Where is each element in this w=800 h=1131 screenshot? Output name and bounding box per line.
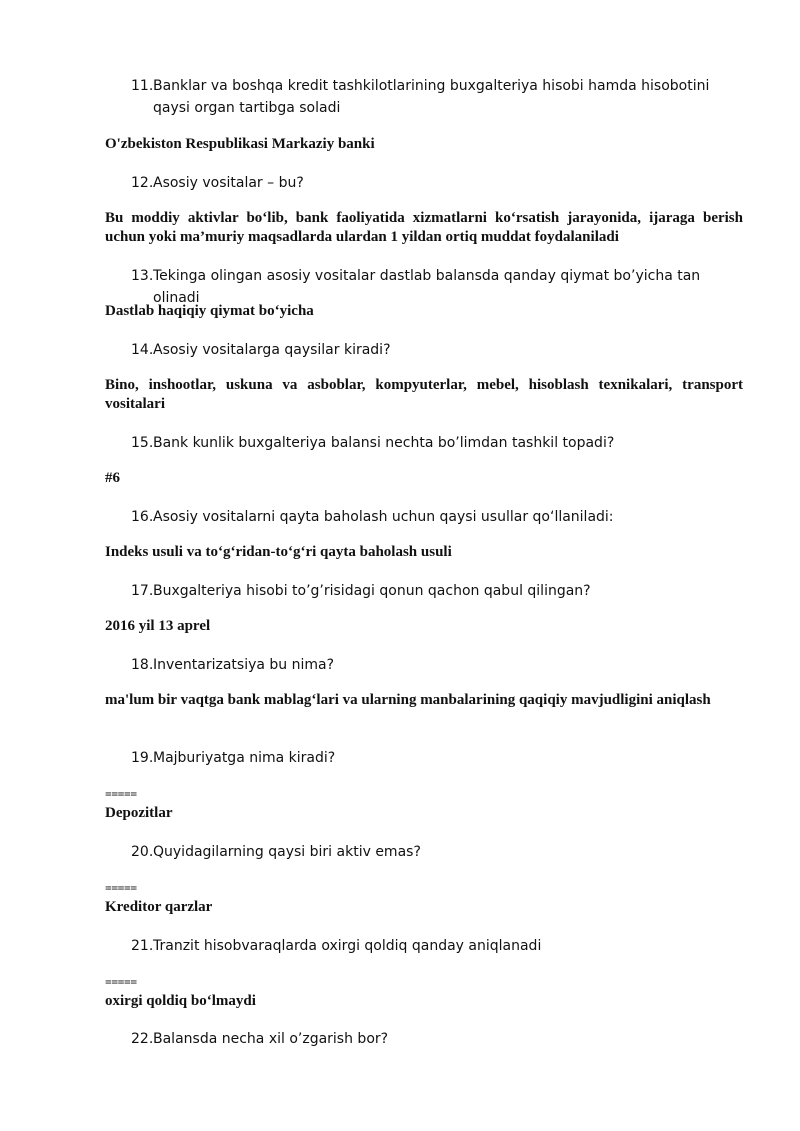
question-18: [131, 654, 746, 676]
answer-separator: =====: [105, 881, 137, 895]
question-text: Asosiy vositalarni qayta baholash uchun qaysi usullar qo‘llaniladi:: [153, 509, 614, 525]
question-text: Banklar va boshqa kredit tashkilotlarining buxgalteriya hisobi hamda hisobotini qaysi organ tartibga soladi: [153, 78, 710, 116]
question-text: Tranzit hisobvaraqlarda oxirgi qoldiq qanday aniqlanadi: [153, 938, 542, 954]
question-number: 22.: [131, 1031, 154, 1047]
question-11: [131, 75, 746, 119]
question-number: 15.: [131, 435, 154, 451]
question-text: Bank kunlik buxgalteriya balansi nechta bo’limdan tashkil topadi?: [153, 435, 615, 451]
answer-15: #6: [105, 470, 120, 486]
question-number: 13.: [131, 268, 154, 284]
question-number: 18.: [131, 657, 154, 673]
answer-17: 2016 yil 13 aprel: [105, 618, 211, 634]
question-number: 16.: [131, 509, 154, 525]
question-16: [131, 506, 746, 528]
question-text: Inventarizatsiya bu nima?: [153, 657, 335, 673]
question-text: Asosiy vositalarga qaysilar kiradi?: [153, 342, 391, 358]
question-number: 12.: [131, 175, 154, 191]
question-20: [131, 841, 746, 863]
answer-13: Dastlab haqiqiy qiymat bo‘yicha: [105, 303, 314, 319]
question-17: [131, 580, 746, 602]
question-number: 19.: [131, 750, 154, 766]
question-text: Majburiyatga nima kiradi?: [153, 750, 336, 766]
question-number: 14.: [131, 342, 154, 358]
answer-14: Bino, inshootlar, uskuna va asboblar, kompyuterlar, mebel, hisoblash texnikalari, transport vositalari: [105, 377, 743, 412]
question-text: Balansda necha xil o’zgarish bor?: [153, 1031, 389, 1047]
question-number: 21.: [131, 938, 154, 954]
question-14: [131, 339, 746, 361]
question-text: Asosiy vositalar – bu?: [153, 175, 304, 191]
answer-19: Depozitlar: [105, 805, 173, 821]
question-text: Quyidagilarning qaysi biri aktiv emas?: [153, 844, 421, 860]
answer-16: Indeks usuli va to‘g‘ridan-to‘g‘ri qayta baholash usuli: [105, 544, 452, 560]
question-text: Buxgalteriya hisobi to’g’risidagi qonun qachon qabul qilingan?: [153, 583, 591, 599]
answer-18: ma'lum bir vaqtga bank mablag‘lari va ularning manbalarining qaqiqiy mavjudligini aniqlash: [105, 692, 711, 708]
question-text: Tekinga olingan asosiy vositalar dastlab balansda qanday qiymat bo’yicha tan olinadi: [153, 268, 701, 306]
question-12: [131, 172, 746, 194]
answer-21: oxirgi qoldiq bo‘lmaydi: [105, 993, 256, 1009]
answer-separator: =====: [105, 975, 137, 989]
question-22: [131, 1028, 746, 1050]
question-19: [131, 747, 746, 769]
question-15: [131, 432, 746, 454]
answer-11: O'zbekiston Respublikasi Markaziy banki: [105, 136, 375, 152]
answer-12: Bu moddiy aktivlar bo‘lib, bank faoliyatida xizmatlarni ko‘rsatish jarayonida, ijaraga berish uchun yoki ma’muriy maqsadlarda ulardan 1 yildan ortiq muddat foydalaniladi: [105, 210, 743, 245]
question-21: [131, 935, 746, 957]
question-number: 20.: [131, 844, 154, 860]
answer-20: Kreditor qarzlar: [105, 899, 213, 915]
question-number: 11.: [131, 78, 154, 94]
answer-separator: =====: [105, 787, 137, 801]
question-number: 17.: [131, 583, 154, 599]
